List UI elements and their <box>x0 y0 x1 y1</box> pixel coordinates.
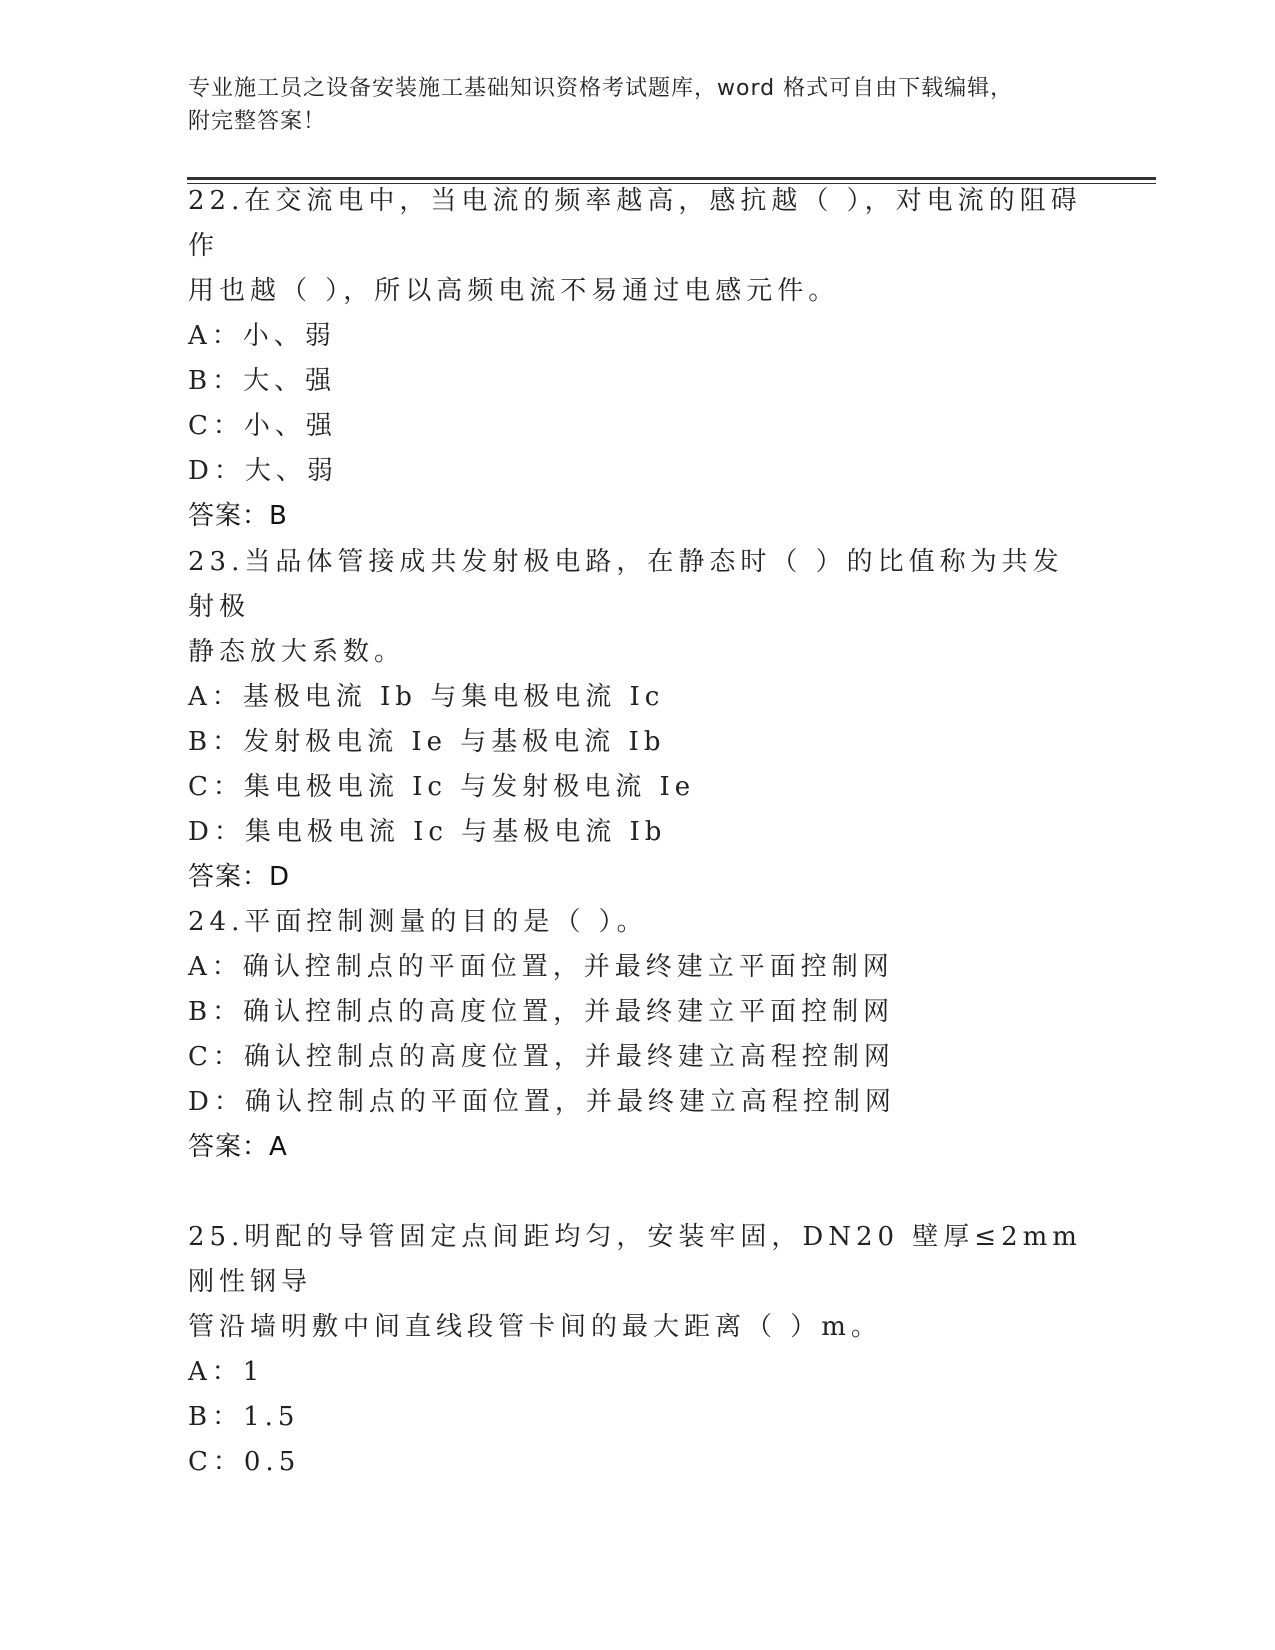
option-c: C：0.5 <box>188 1447 301 1477</box>
question-stem-line: 管沿墙明敷中间直线段管卡间的最大距离（ ）m。 <box>188 1312 882 1342</box>
question-stem-line: 22.在交流电中，当电流的频率越高，感抗越（ ），对电流的阻碍作 <box>188 186 1082 261</box>
option-a: A：基极电流 Ib 与集电极电流 Ic <box>188 682 665 712</box>
option-a: A：1 <box>188 1357 265 1387</box>
option-d: D：大、弱 <box>188 456 338 486</box>
option-a: A：确认控制点的平面位置，并最终建立平面控制网 <box>188 952 894 982</box>
question-stem-line: 23.当品体管接成共发射极电路，在静态时（ ）的比值称为共发射极 <box>188 547 1064 622</box>
question-stem-line: 25.明配的导管固定点间距均匀，安装牢固，DN20 壁厚≤2mm 刚性钢导 <box>188 1222 1082 1297</box>
option-d: D：确认控制点的平面位置，并最终建立高程控制网 <box>188 1087 896 1117</box>
option-c: C：集电极电流 Ic 与发射极电流 Ie <box>188 772 696 802</box>
option-b: B：发射极电流 Ie 与基极电流 Ib <box>188 727 666 757</box>
question-23 <box>188 540 1088 900</box>
option-c: C：确认控制点的高度位置，并最终建立高程控制网 <box>188 1042 895 1072</box>
option-b: B：1.5 <box>188 1402 300 1432</box>
question-stem-line: 静态放大系数。 <box>188 637 406 667</box>
question-stem-line: 24.平面控制测量的目的是（ ）。 <box>188 907 648 937</box>
header-line-1: 专业施工员之设备安装施工基础知识资格考试题库，word 格式可自由下载编辑， <box>188 76 1014 101</box>
option-c: C：小、强 <box>188 411 337 441</box>
option-d: D：集电极电流 Ic 与基极电流 Ib <box>188 817 667 847</box>
question-22 <box>188 179 1088 539</box>
answer: 答案：B <box>188 501 288 531</box>
header-line-2: 附完整答案！ <box>188 109 327 134</box>
option-b: B：大、强 <box>188 366 337 396</box>
question-stem-line: 用也越（ ），所以高频电流不易通过电感元件。 <box>188 276 840 306</box>
option-a: A：小、弱 <box>188 321 336 351</box>
answer: 答案：D <box>188 862 291 892</box>
option-b: B：确认控制点的高度位置，并最终建立平面控制网 <box>188 997 895 1027</box>
document-header <box>188 72 1088 138</box>
question-25 <box>188 1215 1088 1485</box>
question-24 <box>188 900 1088 1170</box>
answer: 答案：A <box>188 1132 288 1162</box>
